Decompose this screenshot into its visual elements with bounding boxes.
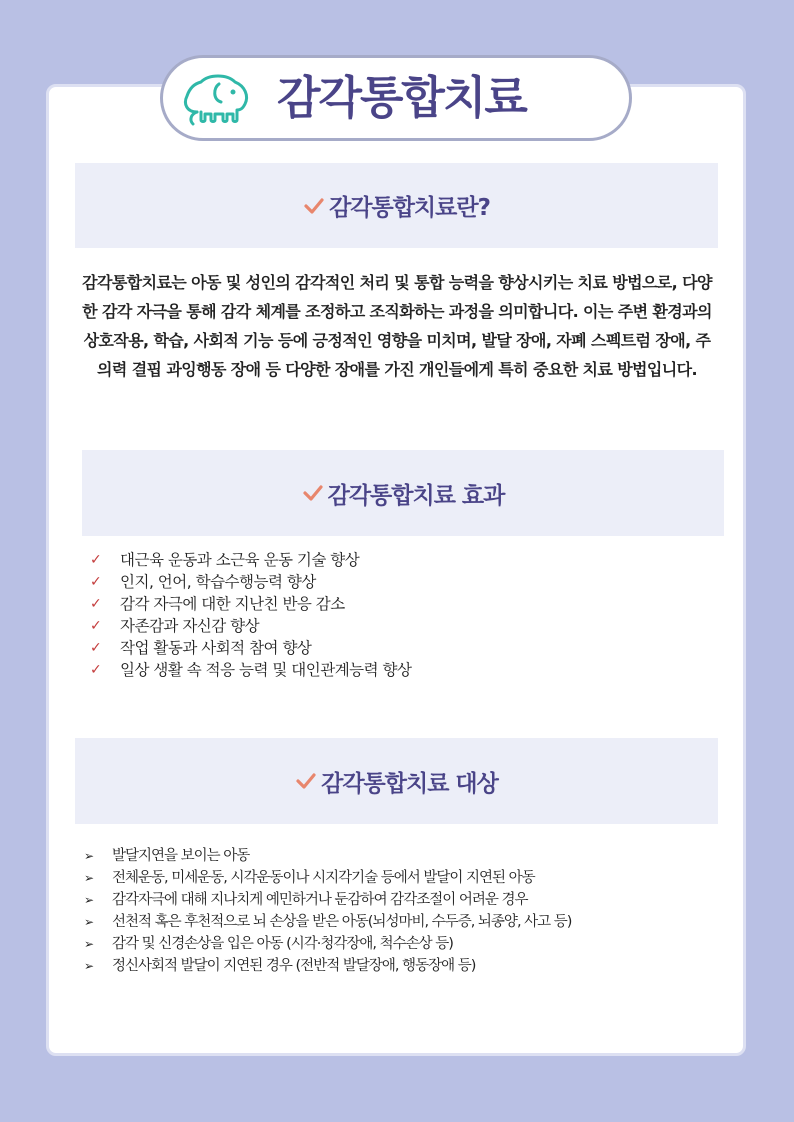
definition-paragraph: 감각통합치료는 아동 및 성인의 감각적인 처리 및 통합 능력을 향상시키는 치료 방법으로, 다양한 감각 자극을 통해 감각 체계를 조정하고 조직화하는 과정을 의미합니다. 이는 주변 환경과의 상호작용, 학습, 사회적 기능 등에 긍정적인 영향을 미치며, 발달 장애, 자폐 스펙트럼 장애, 주의력 결핍 과잉행동 장애 등 다양한 장애를 가진 개인들에게 특히 중요한 치료 방법입니다.: [82, 273, 712, 379]
arrow-bullet-icon: ➢: [84, 893, 94, 907]
checkmark-icon: ✓: [90, 596, 102, 612]
check-icon: [302, 484, 324, 502]
list-item: [90, 571, 412, 593]
list-item-text: 발달지연을 보이는 아동: [112, 848, 250, 864]
checkmark-icon: ✓: [90, 662, 102, 678]
list-item-text: 자존감과 자신감 향상: [120, 617, 260, 635]
list-item: [90, 549, 412, 571]
list-item: [90, 593, 412, 615]
checkmark-icon: ✓: [90, 640, 102, 656]
list-item-text: 인지, 언어, 학습수행능력 향상: [120, 573, 316, 591]
effects-list: [90, 549, 412, 681]
section-header-target: [75, 738, 718, 824]
target-list: [84, 845, 571, 977]
section-heading: 감각통합치료 효과: [327, 482, 505, 509]
arrow-bullet-icon: ➢: [84, 915, 94, 929]
section-heading: 감각통합치료란?: [329, 195, 490, 221]
list-item-text: 감각자극에 대해 지나치게 예민하거나 둔감하여 감각조절이 어려운 경우: [112, 892, 528, 908]
list-item: [90, 615, 412, 637]
list-item: [84, 845, 571, 867]
list-item: [84, 911, 571, 933]
list-item-text: 작업 활동과 사회적 참여 향상: [120, 639, 312, 657]
checkmark-icon: ✓: [90, 574, 102, 590]
arrow-bullet-icon: ➢: [84, 937, 94, 951]
arrow-bullet-icon: ➢: [84, 849, 94, 863]
list-item-text: 전체운동, 미세운동, 시각운동이나 시지각기술 등에서 발달이 지연된 아동: [112, 870, 535, 886]
list-item: [90, 637, 412, 659]
list-item-text: 선천적 혹은 후천적으로 뇌 손상을 받은 아동(뇌성마비, 수두증, 뇌종양, 사고 등): [112, 914, 572, 930]
list-item: [90, 659, 412, 681]
elephant-icon: [175, 68, 259, 128]
list-item-text: 감각 자극에 대한 지난친 반응 감소: [120, 595, 345, 613]
list-item-text: 일상 생활 속 적응 능력 및 대인관계능력 향상: [120, 661, 412, 679]
check-icon: [295, 772, 317, 790]
section-header-effects: [82, 450, 724, 536]
arrow-bullet-icon: ➢: [84, 959, 94, 973]
title-banner: [160, 55, 632, 141]
list-item: [84, 889, 571, 911]
list-item: [84, 867, 571, 889]
arrow-bullet-icon: ➢: [84, 871, 94, 885]
section-header-definition: [75, 163, 718, 248]
list-item: [84, 933, 571, 955]
checkmark-icon: ✓: [90, 618, 102, 634]
section-heading: 감각통합치료 대상: [321, 770, 498, 797]
list-item-text: 감각 및 신경손상을 입은 아동 (시각·청각장애, 척수손상 등): [112, 936, 453, 952]
list-item-text: 대근육 운동과 소근육 운동 기술 향상: [120, 551, 360, 569]
page-title: 감각통합치료: [277, 71, 526, 124]
check-icon: [303, 197, 325, 215]
list-item: [84, 955, 571, 977]
list-item-text: 정신사회적 발달이 지연된 경우 (전반적 발달장애, 행동장애 등): [112, 958, 476, 974]
checkmark-icon: ✓: [90, 552, 102, 568]
